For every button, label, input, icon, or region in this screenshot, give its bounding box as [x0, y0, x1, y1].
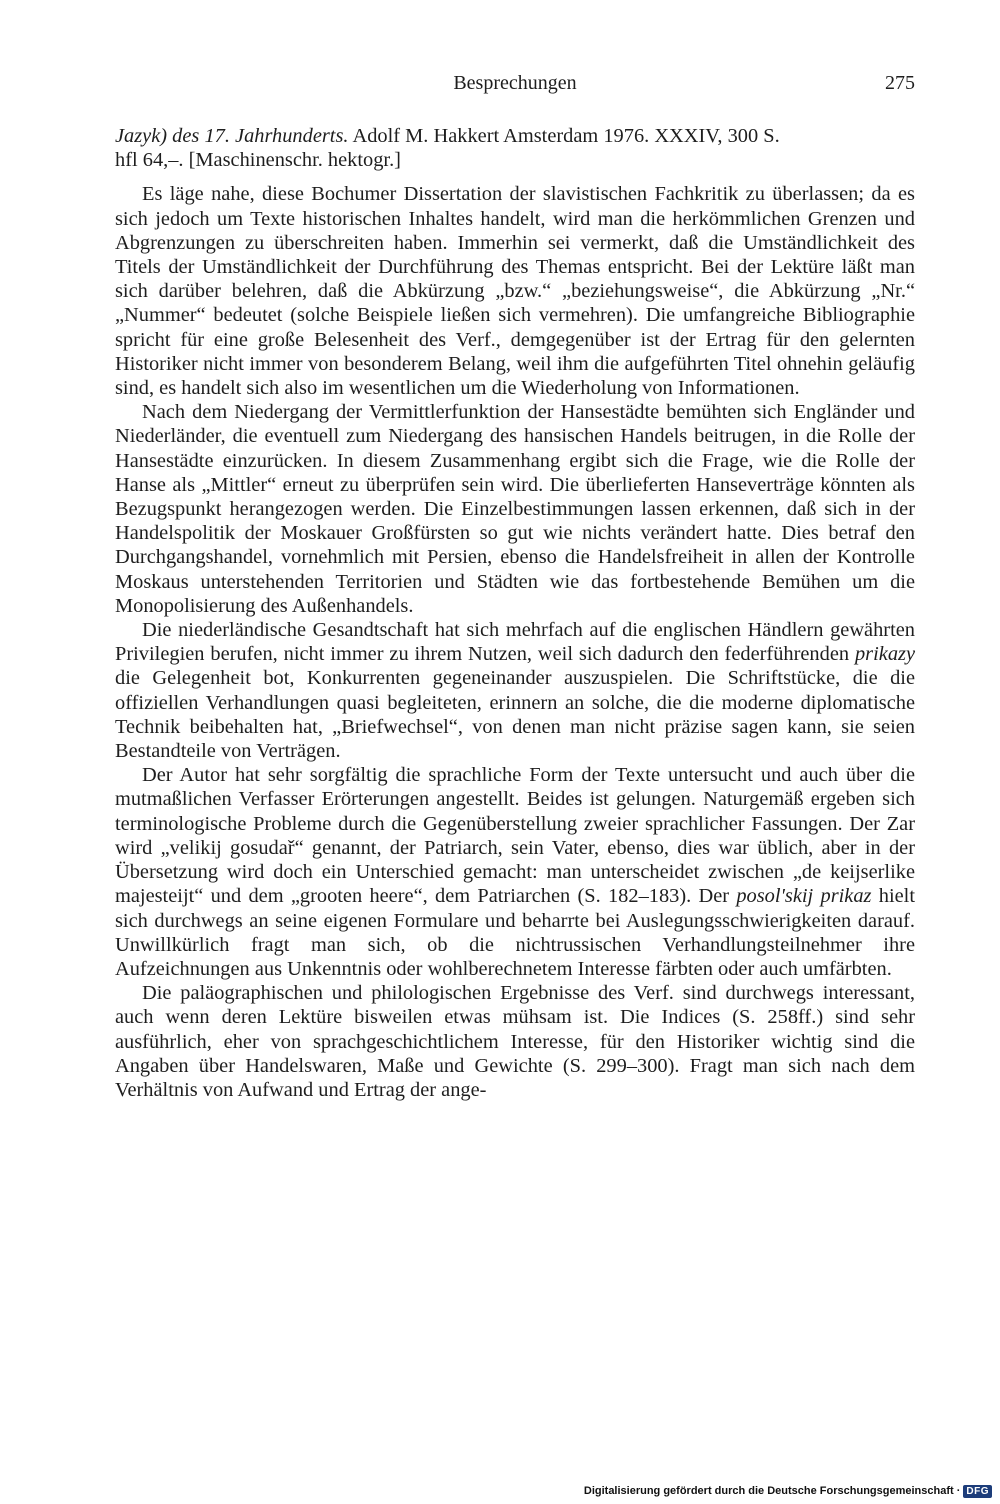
- paragraph-2: Nach dem Niedergang der Vermittlerfunktion der Hansestädte bemühten sich Engländer und Niederländer, die eventuell zum Niedergang des hansischen Handels beitrugen, in die Rolle der Hansestädte einzurücken. In diesem Zusammenhang ergibt sich die Frage, wie die Rolle der Hanse als „Mittler“ erneut zu überprüfen sein wird. Die überlieferten Hanseverträge könnten als Bezugspunkt herangezogen werden. Die Einzelbestimmungen lassen erkennen, daß sich in der Handelspolitik der Moskauer Großfürsten so gut wie nichts verändert hatte. Dies betraf den Durchgangshandel, vornehmlich mit Persien, ebenso die Handelsfreiheit in allen der Kontrolle Moskaus unterstehenden Territorien und Städten wie das fortbestehende Bemühen um die Monopolisierung des Außenhandels.: [115, 401, 915, 617]
- paragraph-5: Die paläographischen und philologischen Ergebnisse des Verf. sind durchwegs interessant, auch wenn deren Lektüre bisweilen etwas mühsam ist. Die Indices (S. 258ff.) sind sehr ausführlich, eher von sprachgeschichtlichem Interesse, für den Historiker wichtig sind die Angaben über Handelswaren, Maße und Gewichte (S. 299–300). Fragt man sich nach dem Verhältnis von Aufwand und Ertrag der ange-: [115, 982, 915, 1101]
- footer-text: Digitalisierung gefördert durch die Deutsche Forschungsgemeinschaft ·: [583, 1485, 961, 1497]
- paragraph-3-text-a: Die niederländische Gesandtschaft hat sich mehrfach auf die englischen Händlern gewährten Privilegien berufen, nicht immer zu ihrem Nutzen, weil sich dadurch den federführenden: [115, 619, 915, 666]
- paragraph-3: [115, 618, 915, 763]
- paragraph-3-text-b: die Gelegenheit bot, Konkurrenten gegeneinander auszuspielen. Die Schriftstücke, die die offiziellen Verhandlungen quasi begleiteten, erinnern an solche, die die moderne diplomatische Technik beibehalten hat, „Briefwechsel“, von denen man nicht präzise sagen kann, sie seien Bestandteile von Verträgen.: [115, 667, 915, 763]
- page-header: [115, 72, 915, 100]
- paragraph-4: [115, 763, 915, 981]
- citation-title: Jazyk) des 17. Jahrhunderts.: [115, 125, 349, 147]
- body-text: [115, 124, 915, 1102]
- citation-publisher: Adolf M. Hakkert Amsterdam 1976. XXXIV, 300 S.: [348, 125, 780, 147]
- paragraph-4-italic: posol'skij prikaz: [736, 885, 872, 908]
- page-number: 275: [885, 72, 915, 94]
- paragraph-3-italic: prikazy: [854, 643, 915, 666]
- paragraph-4-text-a: Der Autor hat sehr sorgfältig die sprachliche Form der Texte untersucht und auch über die mutmaßlichen Verfasser Erörterungen angestellt. Beides ist gelungen. Naturgemäß ergeben sich terminologische Probleme durch die Gegenüberstellung zweier sprachlicher Fassungen. Der Zar wird „velikij gosudař“ genannt, der Patriarch, sein Vater, ebenso, dies war üblich, aber in der Übersetzung wird doch ein Unterschied gemacht: man unterscheidet zwischen „de keijserlike majesteijt“ und dem „grooten heere“, dem Patriarchen (S. 182–183). Der: [115, 764, 915, 908]
- citation: [115, 124, 915, 172]
- paragraph-1: Es läge nahe, diese Bochumer Dissertation der slavistischen Fachkritik zu überlassen; da es sich jedoch um Texte historischen Inhaltes handelt, wird man die herkömmlichen Grenzen und Abgrenzungen zu überschreiten haben. Immerhin sei vermerkt, daß die Umständlichkeit des Titels der Umständlichkeit der Durchführung des Themas entspricht. Bei der Lektüre läßt man sich darüber belehren, daß die Abkürzung „bzw.“ „beziehungsweise“, die Abkürzung „Nr.“ „Nummer“ bedeutet (solche Beispiele ließen sich vermehren). Die umfangreiche Bibliographie spricht für eine große Belesenheit des Verf., demgegenüber ist der Ertrag für den gelernten Historiker nicht immer von besonderem Belang, weil ihm die aufgeführten Titel ohnehin geläufig sind, es handelt sich also im wesentlichen um die Wiederholung von Informationen.: [115, 183, 915, 400]
- running-title: Besprechungen: [453, 72, 577, 94]
- digitization-footer: [584, 1482, 992, 1500]
- paragraph-4-text-b: hielt sich durchwegs an seine eigenen Formulare und beharrte bei Auslegungsschwierigkeiten darauf. Unwillkürlich fragt man sich, ob die nichtrussischen Verhandlungsteilnehmer ihre Aufzeichnungen aus Unkenntnis oder wohlberechnetem Interesse färbten oder auch umfärbten.: [115, 885, 915, 980]
- dfg-logo: DFG: [963, 1485, 992, 1498]
- citation-price: hfl 64,–. [Maschinenschr. hektogr.]: [115, 149, 401, 172]
